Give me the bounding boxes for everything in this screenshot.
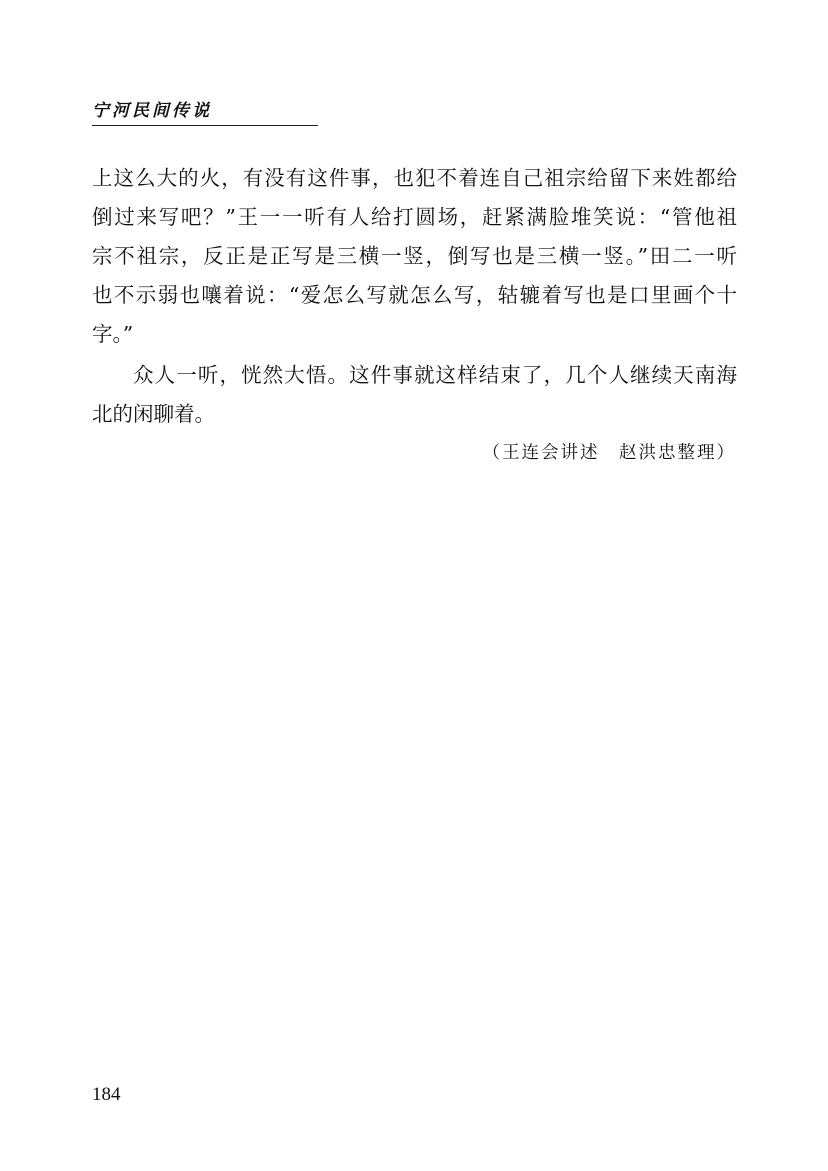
body-line-4: 也不示弱也嚷着说：“爱怎么写就怎么写，轱辘着写也是口里画个十 bbox=[92, 283, 737, 307]
body-line-3: 宗不祖宗，反正是正写是三横一竖，倒写也是三横一竖。”田二一听 bbox=[92, 244, 737, 268]
running-head: 宁河民间传说 bbox=[92, 100, 318, 126]
body-line-2: 倒过来写吧？”王一一听有人给打圆场，赶紧满脸堆笑说：“管他祖 bbox=[92, 205, 737, 229]
body-line-5: 字。” bbox=[92, 322, 134, 346]
body-line-6: 众人一听，恍然大悟。这件事就这样结束了，几个人继续天南海 bbox=[133, 363, 737, 387]
body-line-1: 上这么大的火，有没有这件事，也犯不着连自己祖宗给留下来姓都给 bbox=[92, 166, 737, 190]
body-line-7: 北的闲聊着。 bbox=[92, 402, 215, 426]
story-credit: （王连会讲述 赵洪忠整理） bbox=[482, 443, 736, 463]
page-number: 184 bbox=[92, 1084, 121, 1105]
